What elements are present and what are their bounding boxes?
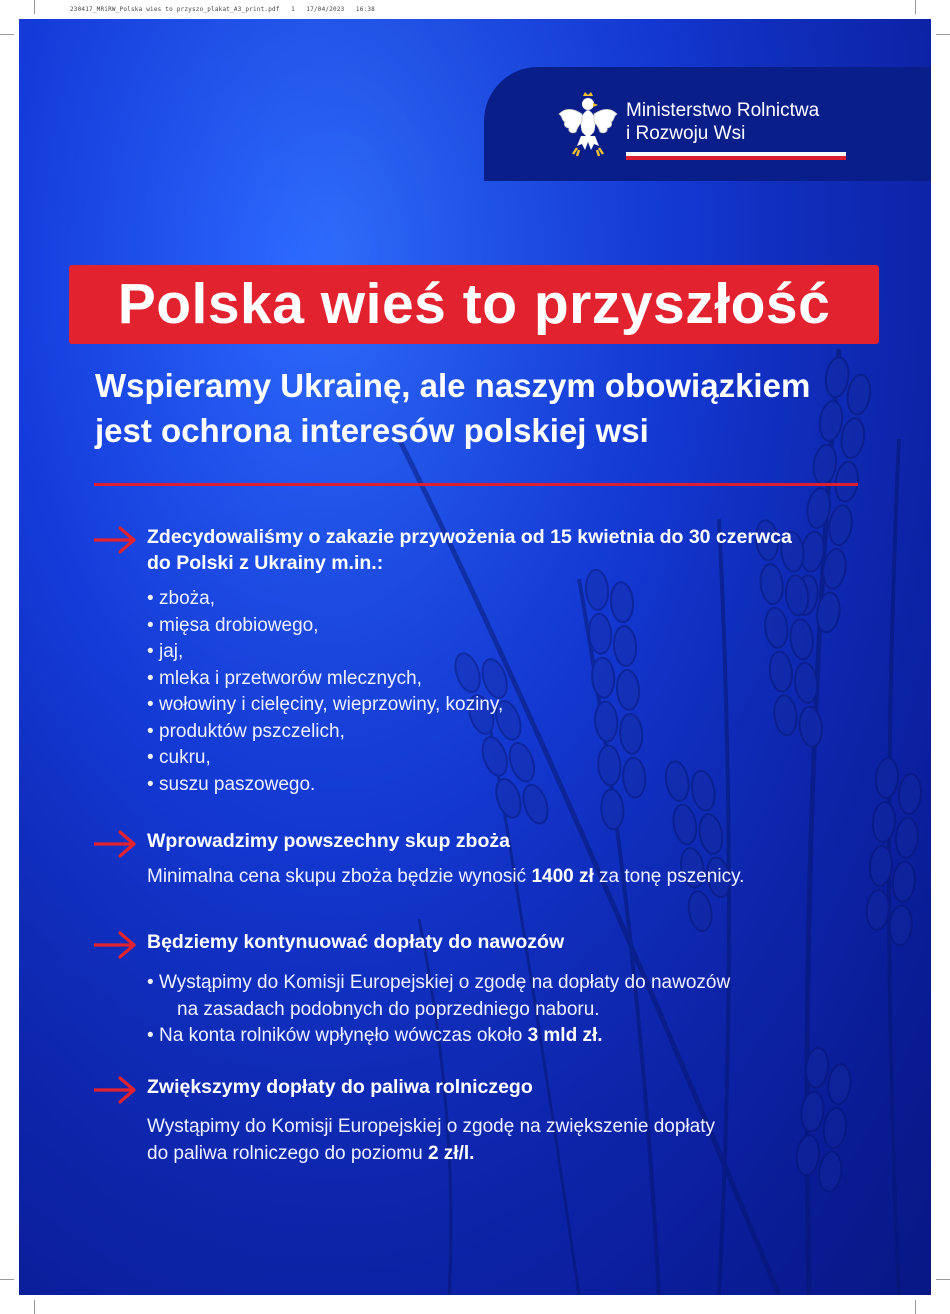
subtitle [95,363,895,453]
red-arrow-icon [94,524,138,554]
section-heading-line1: Zdecydowaliśmy o zakazie przywożenia od 15 kwietnia do 30 czerwca [147,526,792,548]
text-segment: Minimalna cena skupu zboża będzie wynosić [147,866,532,887]
section-heading [147,524,892,576]
list-item: • wołowiny i cielęciny, wieprzowiny, koziny, [147,692,503,719]
section-heading-line2: do Polski z Ukrainy m.in.: [147,552,384,574]
text-segment: za tonę pszenicy. [593,866,745,887]
crop-mark [936,1279,950,1280]
section-text [147,864,744,891]
ministry-name [626,99,819,145]
text-segment: Na konta rolników wpłynęło wówczas około [159,1025,528,1046]
text-line: Wystąpimy do Komisji Europejskiej o zgodę na zwiększenie dopłaty [147,1116,715,1137]
subtitle-line1: Wspieramy Ukrainę, ale naszym obowiązkiem [95,367,811,404]
section-heading: Wprowadzimy powszechny skup zboża [147,830,510,852]
ministry-name-line2: i Rozwoju Wsi [626,123,746,144]
crop-mark [915,0,916,14]
rate-value: 2 zł/l. [427,1142,475,1164]
subtitle-line2: jest ochrona interesów polskiej wsi [95,412,649,449]
section-list [147,970,730,1050]
price-value: 1400 zł [531,866,594,887]
polish-eagle-icon [557,92,619,160]
red-arrow-icon [94,1074,138,1104]
import-ban-list [147,586,503,798]
section-fertilizer-subsidies [94,929,894,1059]
flag-red-stripe [626,156,846,160]
page-title: Polska wieś to przyszłość [117,272,831,336]
text-line [147,1141,715,1168]
print-info-line: 230417_MRiRW_Polska wies to przyszo_plakat_A3_print.pdf 1 17/04/2023 16:38 [70,6,375,13]
list-item: • cukru, [147,745,503,772]
section-heading: Będziemy kontynuować dopłaty do nawozów [147,931,565,953]
crop-mark [34,0,35,14]
red-arrow-icon [94,929,138,959]
list-item [147,970,730,1023]
text-segment: do paliwa rolniczego do poziomu [147,1142,428,1164]
crop-mark [0,34,14,35]
red-divider [94,483,858,486]
poster [19,19,931,1295]
crop-mark [0,1279,14,1280]
title-banner [69,265,879,344]
list-item-line: na zasadach podobnych do poprzedniego naboru. [177,998,600,1020]
list-item-line: • Wystąpimy do Komisji Europejskiej o zgodę na dopłaty do nawozów [159,972,731,993]
list-item [147,1023,730,1050]
list-item: • mięsa drobiowego, [147,613,503,640]
section-fuel-subsidies [94,1074,894,1174]
section-heading: Zwiększymy dopłaty do paliwa rolniczego [147,1076,533,1098]
list-item: • mleka i przetworów mlecznych, [147,666,503,693]
section-import-ban [94,524,894,824]
list-item: • jaj, [147,639,503,666]
list-item: • produktów pszczelich, [147,719,503,746]
section-text [147,1114,715,1167]
red-arrow-icon [94,828,138,858]
list-item: • zboża, [147,586,503,613]
ministry-name-line1: Ministerstwo Rolnictwa [626,100,820,121]
section-grain-purchase [94,828,894,908]
crop-mark [34,1300,35,1314]
amount-value: 3 mld zł. [527,1025,603,1046]
polish-flag-bar [626,152,846,160]
crop-mark [936,34,950,35]
crop-mark [915,1300,916,1314]
list-item: • suszu paszowego. [147,772,503,799]
